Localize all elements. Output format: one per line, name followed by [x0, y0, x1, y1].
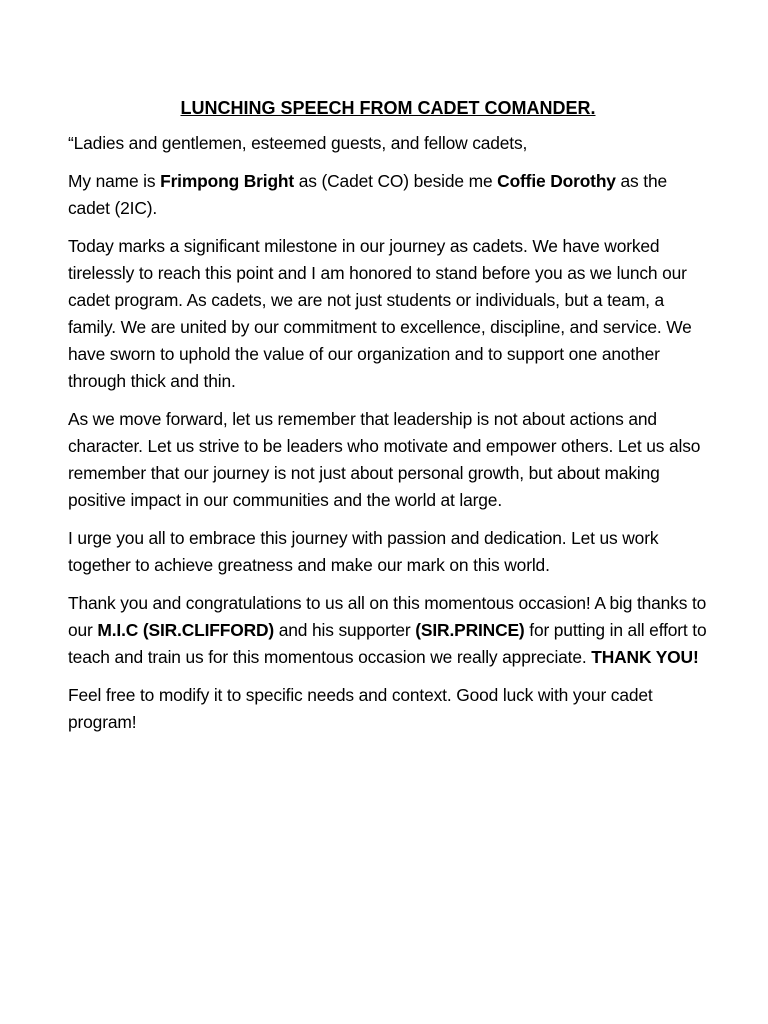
intro-paragraph: [68, 168, 708, 222]
mic-name: M.I.C (SIR.CLIFFORD): [97, 620, 275, 640]
second-in-command-name: Coffie Dorothy: [497, 171, 616, 191]
intro-text-3: as the cadet (2IC).: [68, 171, 667, 218]
document-page: [68, 96, 708, 747]
body-paragraph-milestone: Today marks a significant milestone in our journey as cadets. We have worked tirelessly to reach this point and I am honored to stand before you as we lunch our cadet program. As cadets, we are not just students or individuals, but a team, a family. We are united by our commitment to excellence, discipline, and service. We have sworn to uphold the value of our organization and to support one another through thick and thin.: [68, 236, 692, 391]
body-paragraph-leadership: As we move forward, let us remember that leadership is not about actions and character. Let us strive to be leaders who motivate and empower others. Let us also remember that our journey is not just about personal growth, but about making positive impact in our communities and the world at large.: [68, 409, 701, 510]
intro-text-2: as (Cadet CO) beside me: [294, 171, 498, 191]
thanks-paragraph: [68, 590, 708, 671]
commander-name: Frimpong Bright: [160, 171, 295, 191]
thanks-text-1: Thank you and congratulations to us all on this momentous occasion! A big thanks to our: [68, 593, 707, 640]
document-title: LUNCHING SPEECH FROM CADET COMANDER.: [180, 98, 596, 118]
intro-text-1: My name is: [68, 171, 161, 191]
thanks-text-2: and his supporter: [274, 620, 416, 640]
footer-note-paragraph: Feel free to modify it to specific needs and context. Good luck with your cadet program!: [68, 685, 653, 732]
greeting-paragraph: “Ladies and gentlemen, esteemed guests, and fellow cadets,: [68, 133, 528, 153]
thanks-text-3: for putting in all effort to teach and train us for this momentous occasion we really appreciate.: [68, 620, 707, 667]
thank-you-closing: THANK YOU!: [591, 647, 699, 667]
body-paragraph-urge: I urge you all to embrace this journey with passion and dedication. Let us work together to achieve greatness and make our mark on this world.: [68, 528, 659, 575]
supporter-name: (SIR.PRINCE): [415, 620, 525, 640]
